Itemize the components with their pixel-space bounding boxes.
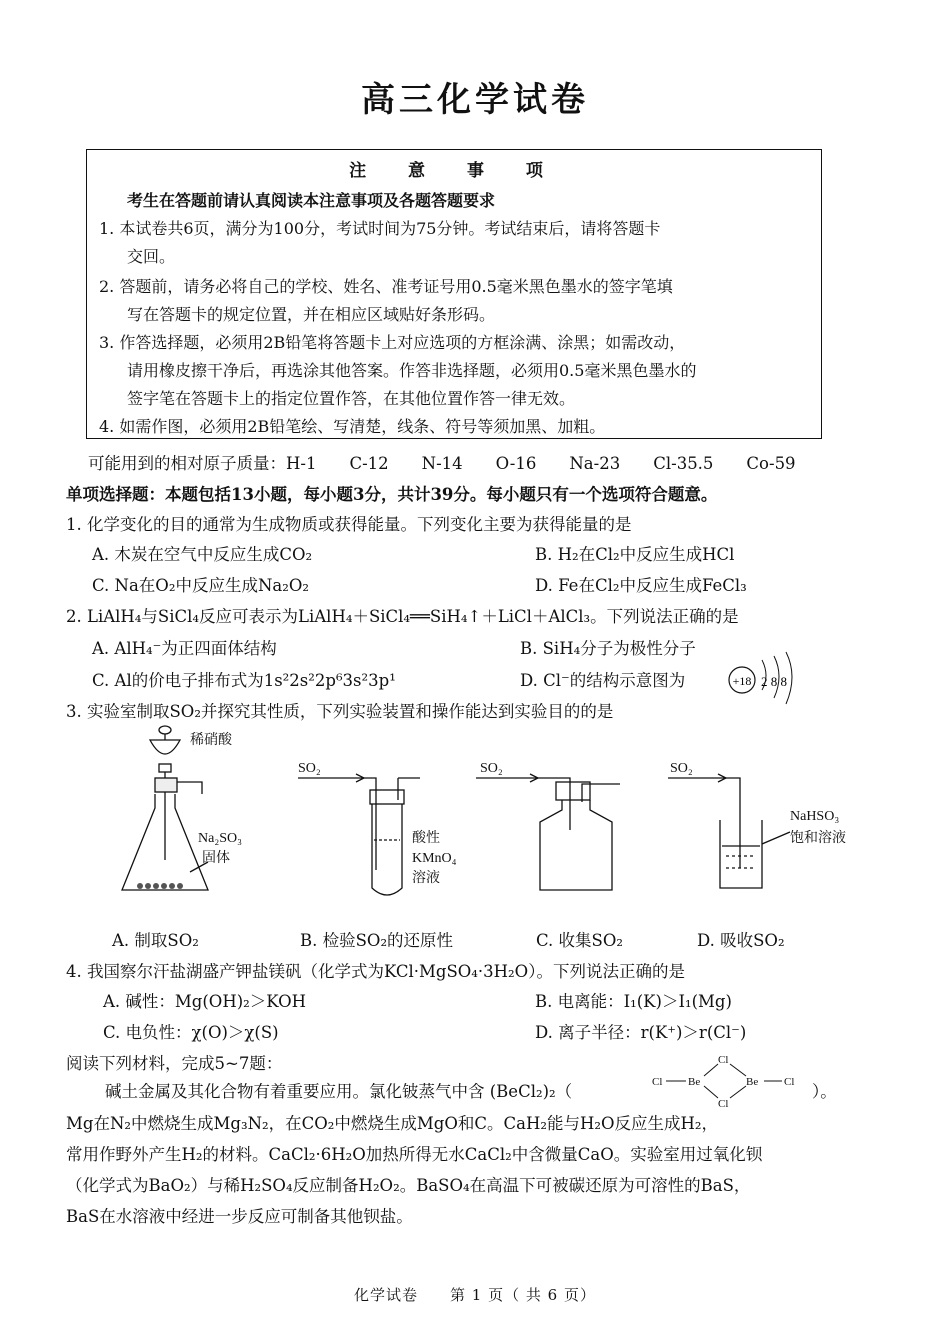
apparatus-d <box>668 774 790 888</box>
q3-option-d: D. 吸收SO₂ <box>697 931 785 950</box>
q3-option-a: A. 制取SO₂ <box>112 931 199 950</box>
nucleus-charge: +18 <box>732 674 752 688</box>
q4-option-a: A. 碱性：Mg(OH)₂＞KOH <box>103 992 307 1011</box>
notice-line: 交回。 <box>127 247 176 266</box>
notice-line: 2. 答题前，请务必将自己的学校、姓名、准考证号用0.5毫米黑色墨水的签字笔填 <box>99 277 673 296</box>
q3-stem: 3. 实验室制取SO₂并探究其性质，下列实验装置和操作能达到实验目的的是 <box>66 702 614 721</box>
label-so2-b: SO₂ <box>298 761 321 776</box>
label-kmno4-1: 酸性 <box>412 831 440 846</box>
reading-p3: 常用作野外产生H₂的材料。CaCl₂·6H₂O加热所得无水CaCl₂中含微量CaO。实验室用过氧化钡 <box>66 1145 763 1164</box>
chloride-ion-diagram <box>724 648 814 708</box>
q1-option-c: C. Na在O₂中反应生成Na₂O₂ <box>92 576 309 595</box>
q2-option-a: A. AlH₄⁻为正四面体结构 <box>92 639 277 658</box>
label-nahso3-2: 饱和溶液 <box>790 831 846 846</box>
label-solid1: Na₂SO₃ <box>198 831 242 846</box>
label-acid: 稀硝酸 <box>190 733 232 748</box>
label-so2-c: SO₂ <box>480 761 503 776</box>
svg-text:Cl: Cl <box>718 1098 729 1110</box>
apparatus-a <box>122 726 208 890</box>
atomic-masses: 可能用到的相对原子质量：H-1 C-12 N-14 O-16 Na-23 Cl-35.5 Co-59 <box>88 454 796 473</box>
svg-text:Be: Be <box>688 1076 701 1088</box>
svg-text:Cl: Cl <box>718 1054 729 1066</box>
notice-heading: 注 意 事 项 <box>349 161 561 181</box>
q4-stem: 4. 我国察尔汗盐湖盛产钾盐镁矾（化学式为KCl·MgSO₄·3H₂O）。下列说法正确的是 <box>66 962 685 981</box>
electron-shells: 2 8 8 <box>761 674 787 689</box>
reading-p5: BaS在水溶液中经进一步反应可制备其他钡盐。 <box>66 1207 413 1226</box>
notice-subheading: 考生在答题前请认真阅读本注意事项及各题答题要求 <box>127 191 496 210</box>
notice-line: 4. 如需作图，必须用2B铅笔绘、写清楚，线条、符号等须加黑、加粗。 <box>99 417 606 436</box>
q2-option-c: C. Al的价电子排布式为1s²2s²2p⁶3s²3p¹ <box>92 671 396 690</box>
q2-stem: 2. LiAlH₄与SiCl₄反应可表示为LiAlH₄＋SiCl₄══SiH₄↑＋LiCl＋AlCl₃。下列说法正确的是 <box>66 607 739 626</box>
reading-p1-end: ）。 <box>812 1082 837 1101</box>
q2-option-b: B. SiH₄分子为极性分子 <box>520 639 696 658</box>
label-nahso3-1: NaHSO₃ <box>790 809 840 824</box>
notice-line: 签字笔在答题卡上的指定位置作答，在其他位置作答一律无效。 <box>127 389 576 408</box>
label-kmno4-2: KMnO₄ <box>412 851 457 866</box>
apparatus-b <box>298 774 420 895</box>
q4-option-b: B. 电离能：I₁(K)＞I₁(Mg) <box>535 992 732 1011</box>
notice-line: 1. 本试卷共6页，满分为100分，考试时间为75分钟。考试结束后，请将答题卡 <box>99 219 661 238</box>
q3-option-b: B. 检验SO₂的还原性 <box>300 931 454 950</box>
svg-text:Be: Be <box>746 1076 759 1088</box>
reading-intro: 阅读下列材料，完成5~7题： <box>66 1054 283 1073</box>
label-kmno4-3: 溶液 <box>412 871 440 886</box>
page-footer: 化学试卷 第 1 页（ 共 6 页） <box>354 1286 596 1304</box>
q1-option-d: D. Fe在Cl₂中反应生成FeCl₃ <box>535 576 747 595</box>
page-title: 高三化学试卷 <box>361 80 589 120</box>
q1-option-b: B. H₂在Cl₂中反应生成HCl <box>535 545 735 564</box>
q4-option-c: C. 电负性：χ(O)＞χ(S) <box>103 1023 279 1042</box>
reading-p1: 碱土金属及其化合物有着重要应用。氯化铍蒸气中含 (BeCl₂)₂（ <box>105 1082 573 1101</box>
q1-option-a: A. 木炭在空气中反应生成CO₂ <box>92 545 313 564</box>
q1-stem: 1. 化学变化的目的通常为生成物质或获得能量。下列变化主要为获得能量的是 <box>66 515 632 534</box>
section-title: 单项选择题：本题包括13小题，每小题3分，共计39分。每小题只有一个选项符合题意。 <box>66 485 718 504</box>
label-so2-d: SO₂ <box>670 761 693 776</box>
notice-line: 3. 作答选择题，必须用2B铅笔将答题卡上对应选项的方框涂满、涂黑；如需改动， <box>99 333 686 352</box>
becl2-dimer-structure <box>650 1052 810 1110</box>
q3-option-c: C. 收集SO₂ <box>536 931 623 950</box>
q2-option-d: D. Cl⁻的结构示意图为 <box>520 671 686 690</box>
reading-p2: Mg在N₂中燃烧生成Mg₃N₂，在CO₂中燃烧生成MgO和C。CaH₂能与H₂O反应生成H₂， <box>66 1114 719 1133</box>
notice-line: 请用橡皮擦干净后，再选涂其他答案。作答非选择题，必须用0.5毫米黑色墨水的 <box>127 361 697 380</box>
apparatus-diagram <box>100 720 880 920</box>
label-solid2: 固体 <box>202 851 230 866</box>
svg-text:Cl: Cl <box>784 1076 795 1088</box>
reading-p4: （化学式为BaO₂）与稀H₂SO₄反应制备H₂O₂。BaSO₄在高温下可被碳还原为可溶性的BaS， <box>66 1176 751 1195</box>
svg-text:Cl: Cl <box>652 1076 663 1088</box>
notice-box <box>86 149 822 439</box>
q4-option-d: D. 离子半径：r(K⁺)＞r(Cl⁻) <box>535 1023 747 1042</box>
apparatus-c <box>476 774 620 890</box>
notice-line: 写在答题卡的规定位置，并在相应区域贴好条形码。 <box>127 305 496 324</box>
